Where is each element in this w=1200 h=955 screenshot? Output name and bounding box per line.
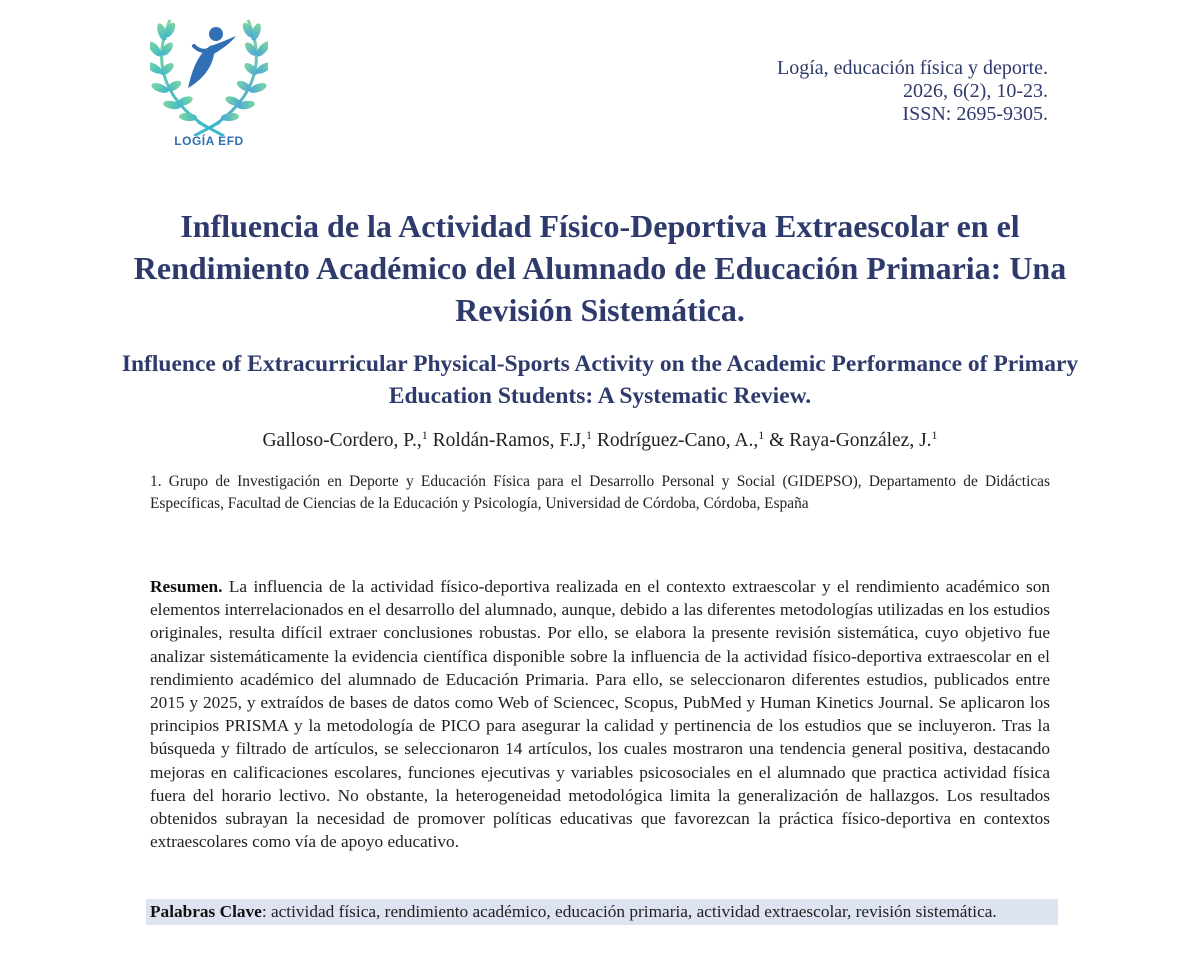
author-affiliation-mark: 1 <box>931 428 938 442</box>
author-name: Rodríguez-Cano, A., <box>596 430 759 451</box>
abstract <box>150 575 1050 853</box>
author-list <box>120 428 1080 454</box>
author-name: Roldán-Ramos, F.J, <box>432 430 586 451</box>
author-name: Raya-González, J. <box>789 430 932 451</box>
laurel-figure-icon <box>150 16 268 136</box>
author-affiliation-mark: 1 <box>758 428 765 442</box>
journal-logo <box>150 16 268 156</box>
abstract-label: Resumen. <box>150 577 223 596</box>
logo-text: LOGÍA EFD <box>174 134 244 148</box>
title-spanish: Influencia de la Actividad Físico-Deportiva Extraescolar en el Rendimiento Académico del Alumnado de Educación Primaria: Una Revisión Sistemática. <box>133 208 1067 328</box>
affiliation: 1. Grupo de Investigación en Deporte y Educación Física para el Desarrollo Personal y Social (GIDEPSO), Departamento de Didácticas Específicas, Facultad de Ciencias de la Educación y Psicología, Universidad de Córdoba, Córdoba, España <box>150 473 1050 512</box>
abstract-text: La influencia de la actividad físico-deportiva realizada en el contexto extraescolar y el rendimiento académico son elementos interrelacionados en el desarrollo del alumnado, aunque, debido a las diferentes metodologías utilizadas en los estudios originales, resulta difícil extraer conclusiones robustas. Por ello, se elabora la presente revisión sistemática, cuyo objetivo fue analizar sistemáticamente la evidencia científica disponible sobre la influencia de la actividad físico-deportiva extraescolar en el rendimiento académico del alumnado de Educación Primaria. Para ello, se seleccionaron diferentes estudios, publicados entre 2015 y 2025, y extraídos de bases de datos como Web of Sciencec, Scopus, PubMed y Human Kinetics Journal. Se aplicaron los principios PRISMA y la metodología de PICO para asegurar la calidad y pertinencia de los estudios que se incluyeron. Tras la búsqueda y filtrado de artículos, se seleccionaron 14 artículos, los cuales mostraron una tendencia general positiva, destacando mejoras en calificaciones escolares, funciones ejecutivas y variables psicosociales en el alumnado que practica actividad física fuera del horario lectivo. No obstante, la heterogeneidad metodológica limita la generalización de hallazgos. Los resultados obtenidos subrayan la necesidad de promover políticas educativas que favorezcan la práctica físico-deportiva en contextos extraescolares como vía de apoyo educativo. <box>150 577 1050 852</box>
journal-issn: ISSN: 2695-9305. <box>902 103 1048 125</box>
author-separator: & <box>764 430 790 451</box>
journal-name: Logía, educación física y deporte. <box>777 57 1048 79</box>
author-name: Galloso-Cordero, P., <box>262 430 422 451</box>
journal-info <box>777 57 1048 126</box>
author-affiliation-mark: 1 <box>421 428 428 442</box>
keywords-text: : actividad física, rendimiento académico, educación primaria, actividad extraescolar, revisión sistemática. <box>261 902 997 921</box>
keywords-box <box>146 899 1058 925</box>
title-english: Influence of Extracurricular Physical-Sports Activity on the Academic Performance of Primary Education Students: A Systematic Review. <box>121 351 1079 409</box>
author-affiliation-mark: 1 <box>585 428 592 442</box>
journal-volume: 2026, 6(2), 10-23. <box>903 80 1048 102</box>
keywords-label: Palabras Clave <box>150 902 262 921</box>
